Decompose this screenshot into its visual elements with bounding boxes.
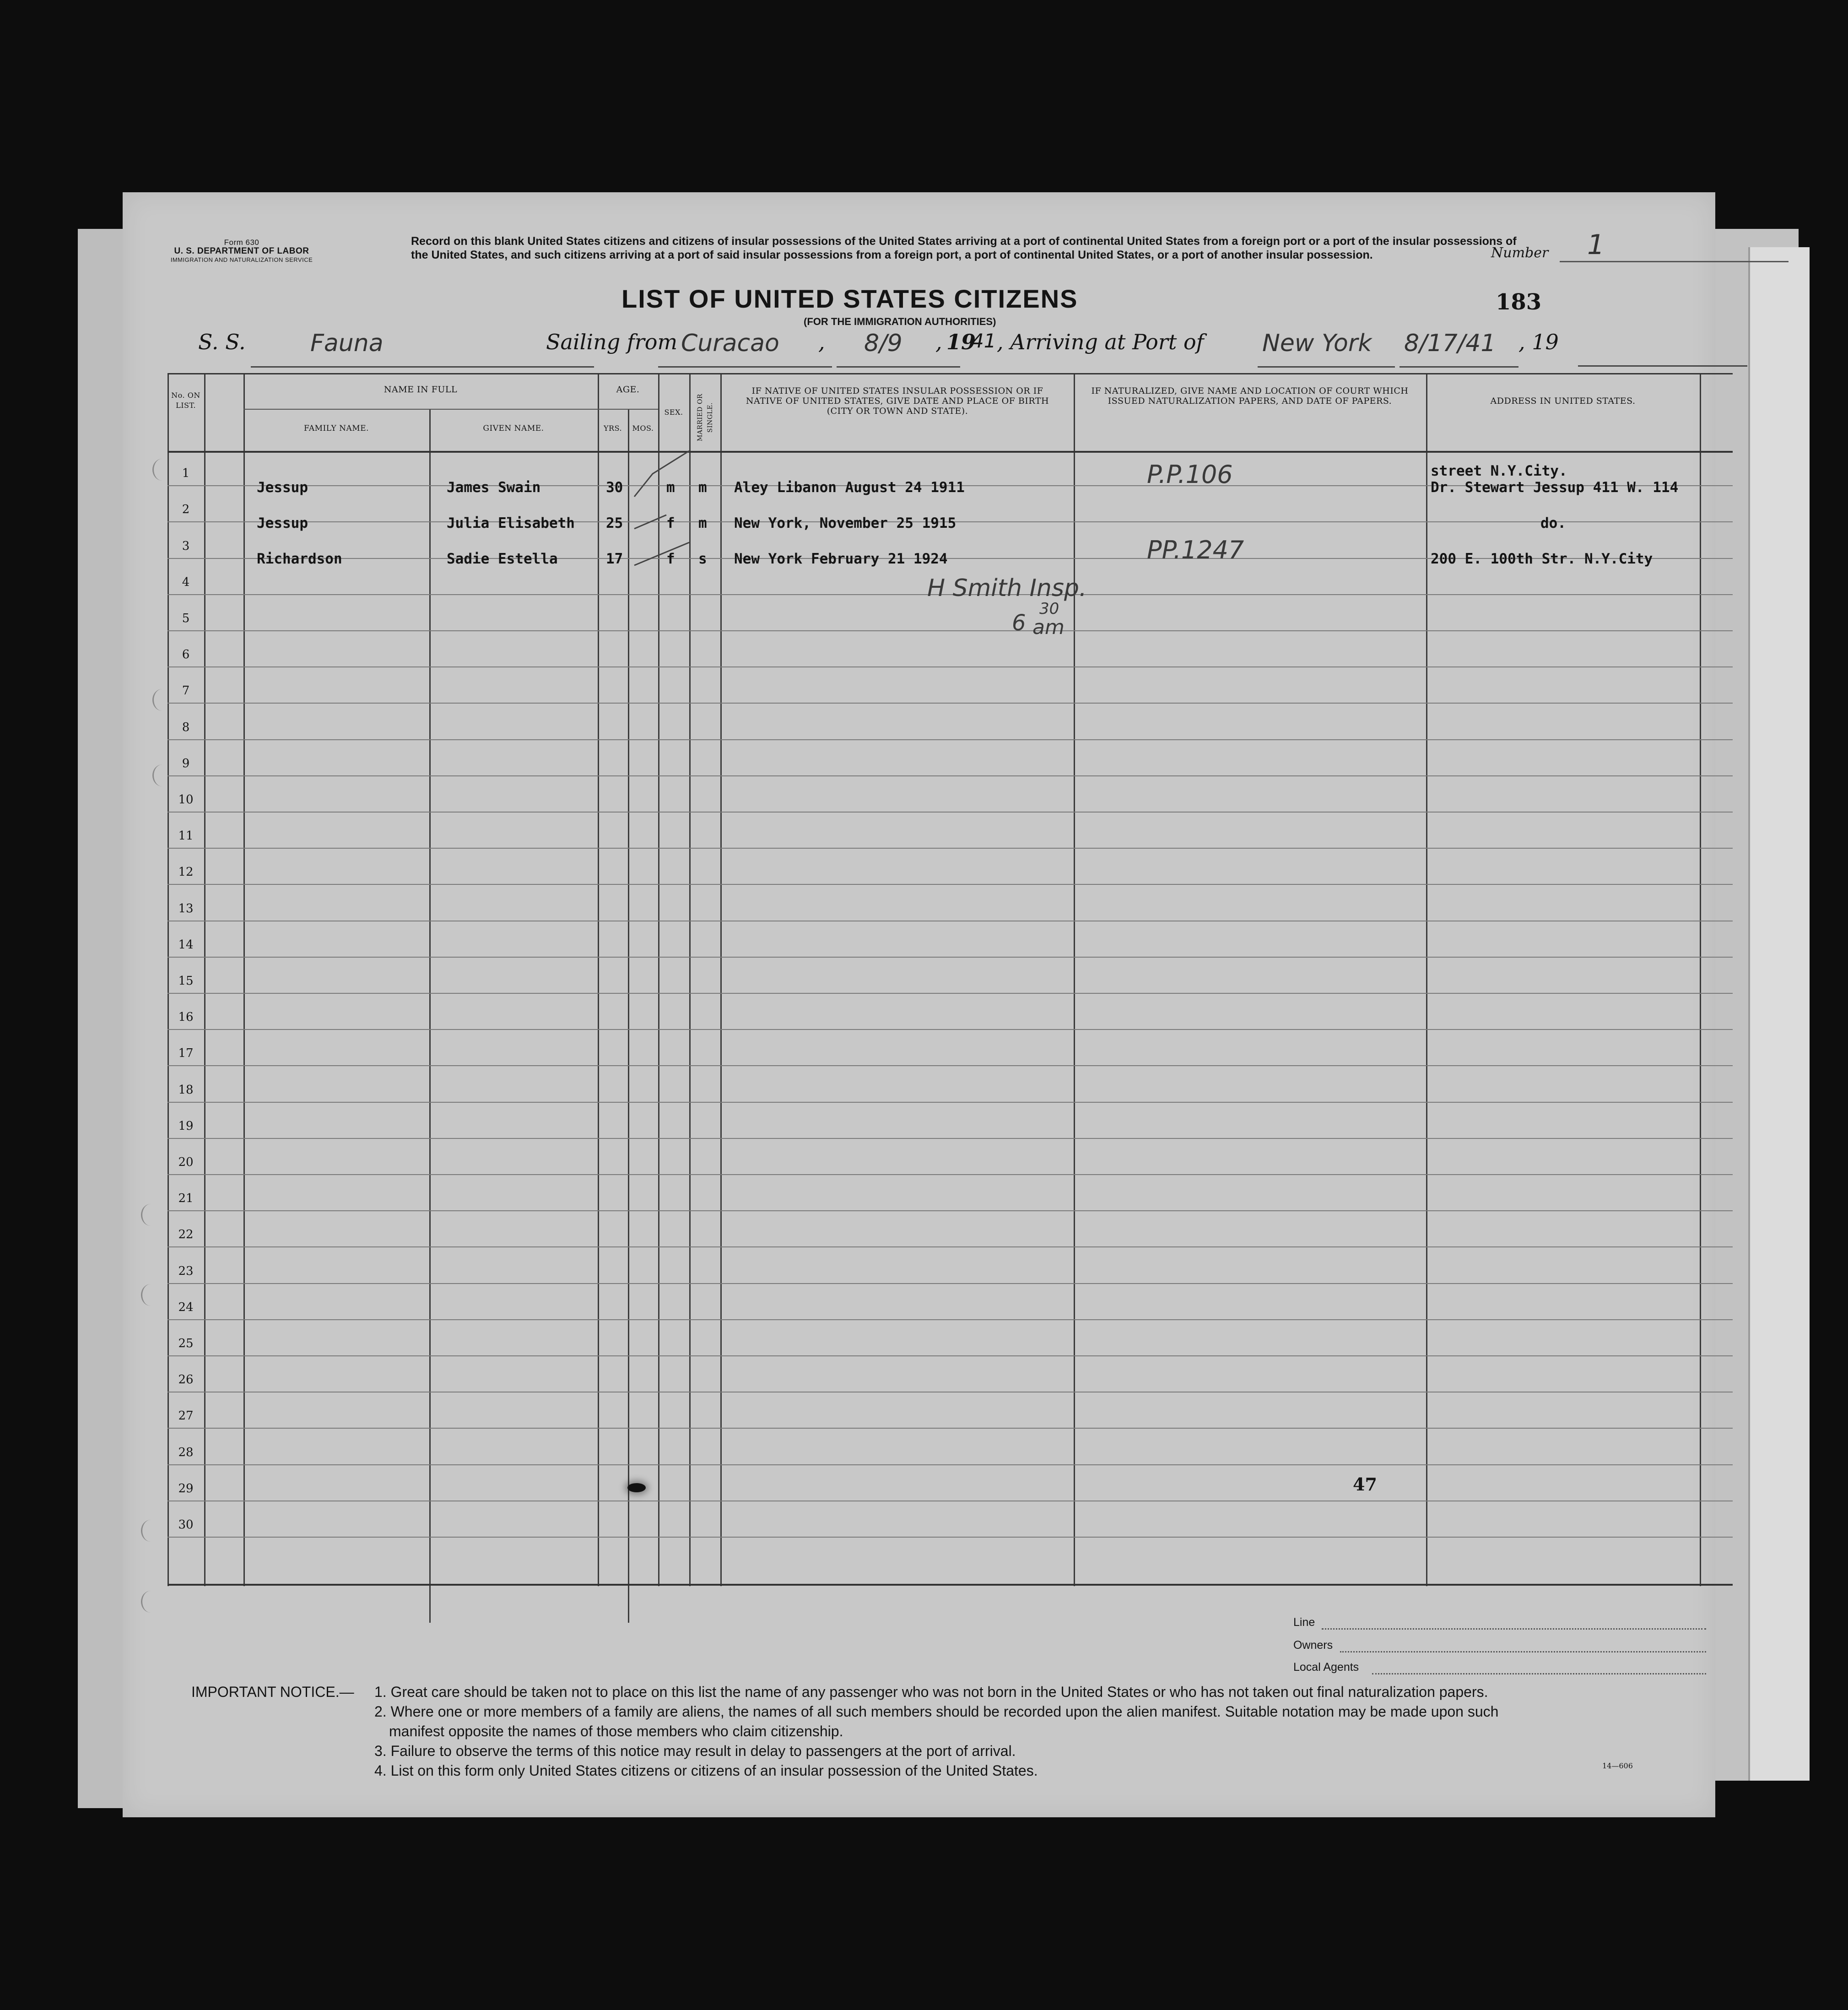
row-rule <box>168 739 1733 740</box>
row-rule <box>168 1174 1733 1175</box>
header-given-name: GIVEN NAME. <box>483 424 544 433</box>
sailing-date: 8/9 <box>837 330 960 368</box>
row-number: 15 <box>178 974 194 988</box>
page-title: LIST OF UNITED STATES CITIZENS <box>621 284 1078 313</box>
row-number: 25 <box>178 1337 194 1350</box>
row-number: 2 <box>182 503 190 517</box>
row-rule <box>168 848 1733 849</box>
inspector-note: H Smith Insp. <box>927 574 1087 602</box>
entry3-family-name: Richardson <box>257 551 342 567</box>
punch-hole <box>152 459 172 481</box>
row-number: 18 <box>178 1083 194 1097</box>
arrival-date: 8/17/41 <box>1400 330 1518 368</box>
entry2-address: do. <box>1540 515 1566 531</box>
row-number: 13 <box>178 901 194 916</box>
header-name-in-full: NAME IN FULL <box>384 385 458 395</box>
row-number: 30 <box>178 1518 194 1532</box>
row-number: 3 <box>182 539 190 553</box>
row-rule <box>168 1319 1733 1320</box>
entry3-given-name: Sadie Estella <box>447 551 558 567</box>
header-family-name: FAMILY NAME. <box>304 424 369 433</box>
row-rule <box>168 1428 1733 1429</box>
row-rule <box>168 1464 1733 1465</box>
entry3-sex: f <box>666 551 675 567</box>
row-rule <box>168 703 1733 704</box>
notice-2: 2. Where one or more members of a family are aliens, the names of all such members should be recorded upon the alien manifest. Suitable notation may be made upon such <box>374 1703 1499 1720</box>
punch-hole <box>141 1284 161 1306</box>
row-rule <box>168 630 1733 631</box>
row-rule <box>168 1537 1733 1538</box>
stamp-number: 47 <box>1353 1474 1377 1495</box>
entry1-marital-status: m <box>698 479 707 496</box>
header-naturalization: IF NATURALIZED, GIVE NAME AND LOCATION OF COURT WHICH ISSUED NATURALIZATION PAPERS, AND DATE OF PAPERS. <box>1091 386 1409 406</box>
punch-hole <box>141 1520 161 1542</box>
row-number: 23 <box>178 1264 194 1278</box>
row-number: 21 <box>178 1192 194 1206</box>
entry1-family-name: Jessup <box>257 479 308 496</box>
underlying-page-edge <box>1748 247 1810 1781</box>
form-instructions: Record on this blank United States citizens and citizens of insular possessions of the United States arriving at a port of continental United States from a foreign port or a port of the insular possessions of the United States, and such citizens arriving at a port of said insular possessions from a foreign port, a port of continental United States, or a port of another insular possession. <box>411 235 1517 261</box>
sailing-label: Sailing from <box>546 330 678 354</box>
row-rule <box>168 884 1733 885</box>
manifest-sheet: Form 630 U. S. DEPARTMENT OF LABOR IMMIGRATION AND NATURALIZATION SERVICE Record on this blank United States citizens and citizens of insular possessions of the United States arriving at a port of continental United States from a foreign port or a port of the insular possessions of the United States, and such citizens arriving at a port of said insular possessions from a foreign port, a port of continental United States, or a port of another insular possession. Number 1 LIST OF UNITED STATES CITIZENS (FOR THE IMMIGRATION AUTHORITIES) 183 S. S. Fauna Sailing from Curacao , 8/9 , 19 41 , Arriving at Port of New York 8/17/41 , 19 No. ON LIST. NAME IN FULL FAMILY NAME. GIVEN NAME. AGE. YRS. MOS. SEX. MARRIED OR SINGLE. IF NATIVE OF UNITED STATES INSULAR POSSESSION OR IF NATIVE OF UNITED STATES, GIVE DATE AND PLACE OF BIRTH (CITY OR TOWN AND STATE). IF NATURALIZED, GIVE NAME AND LOCATION OF COURT WHICH ISSUED NATURALIZATION PAPERS, AND DATE OF PAPERS. ADDRESS IN UNITED STATES. 1 2 3 4 5 6 7 8 9 10 11 12 13 14 15 16 17 18 19 20 21 22 23 24 25 26 27 28 29 30 Jessup James Swain 30 m m Aley Libanon August 24 1911 P.P.106 street N.Y.City. Dr. Stewart Jessup 411 W. 114 Jessup Julia Elisabeth 25 f m New York, November 25 1915 do. Richardson Sadie Estella 17 f s New York February 21 1924 PP.1247 200 E. 100th Str. N.Y.City H Smith Insp. 6 30 am 47 Line Owners Local Agents IMPORTANT NOTICE.— 1. Great care should be taken not to place on this list the name of any passenger who was not born in the United States or who has not taken out final naturalization papers. 2. Where one or more members of a family are aliens, the names of all such members should be recorded upon the alien manifest. Suitable notation may be made upon such manifest opposite the names of those members who claim citizenship. 3. Failure to observe the terms of this notice may result in delay to passengers at the port of arrival. 4. List on this form only United States citizens or citizens of an insular possession of the United States. 14—606 <box>123 192 1715 1817</box>
row-number: 5 <box>182 612 190 625</box>
row-number: 12 <box>178 865 194 879</box>
row-number: 26 <box>178 1373 194 1387</box>
entry3-age: 17 <box>606 551 623 567</box>
notice-3: 3. Failure to observe the terms of this notice may result in delay to passengers at the port of arrival. <box>374 1743 1016 1759</box>
row-number: 6 <box>182 648 190 662</box>
row-number: 20 <box>178 1155 194 1169</box>
row-number: 16 <box>178 1010 194 1024</box>
sailing-from: Curacao <box>658 330 832 368</box>
header-number: No. ON LIST. <box>171 391 200 410</box>
local-agents-label: Local Agents <box>1293 1661 1359 1674</box>
passenger-table <box>168 373 1733 1586</box>
entry3-address: 200 E. 100th Str. N.Y.City <box>1431 551 1653 567</box>
entry3-naturalization: PP.1247 <box>1147 536 1244 564</box>
line-label: Line <box>1293 1616 1315 1629</box>
row-rule <box>168 1102 1733 1103</box>
row-rule <box>168 1065 1733 1066</box>
notice-2-continued: manifest opposite the names of those members who claim citizenship. <box>389 1723 843 1739</box>
row-number: 4 <box>182 575 190 589</box>
row-rule <box>168 957 1733 958</box>
punch-hole <box>152 764 172 786</box>
owners-label: Owners <box>1293 1639 1333 1652</box>
punch-hole <box>141 1204 161 1226</box>
notice-4: 4. List on this form only United States citizens or citizens of an insular possession of the United States. <box>374 1762 1038 1779</box>
header-birth: IF NATIVE OF UNITED STATES INSULAR POSSESSION OR IF NATIVE OF UNITED STATES, GIVE DATE AND PLACE OF BIRTH (CITY OR TOWN AND STATE). <box>746 386 1049 416</box>
row-rule <box>168 775 1733 776</box>
notice-title: IMPORTANT NOTICE.— <box>191 1684 354 1700</box>
row-number: 1 <box>182 466 190 481</box>
row-number: 28 <box>178 1445 194 1459</box>
ship-name: Fauna <box>251 330 594 368</box>
ink-blot <box>627 1483 646 1492</box>
form-identification <box>168 238 315 264</box>
entry3-birth: New York February 21 1924 <box>734 551 948 567</box>
row-number: 10 <box>178 793 194 807</box>
header-address: ADDRESS IN UNITED STATES. <box>1490 396 1636 406</box>
punch-hole <box>141 1591 161 1613</box>
entry3-marital-status: s <box>698 551 707 567</box>
row-rule <box>168 1029 1733 1030</box>
print-code: 14—606 <box>1602 1761 1633 1770</box>
entry2-birth: New York, November 25 1915 <box>734 515 956 531</box>
time-note-minutes: 30 <box>1039 600 1059 618</box>
entry1-address-line2: Dr. Stewart Jessup 411 W. 114 <box>1431 479 1679 496</box>
department-name: U. S. DEPARTMENT OF LABOR <box>174 246 309 256</box>
entry1-address-line1: street N.Y.City. <box>1431 463 1567 479</box>
row-number: 17 <box>178 1046 194 1061</box>
row-rule <box>168 812 1733 813</box>
arriving-label: , Arriving at Port of <box>997 330 1204 354</box>
header-years: YRS. <box>603 424 622 433</box>
arriving-port: New York <box>1258 330 1395 368</box>
entry2-age: 25 <box>606 515 623 531</box>
year-suffix: 41 <box>972 330 996 352</box>
entry1-naturalization: P.P.106 <box>1147 460 1233 489</box>
row-number: 19 <box>178 1119 194 1133</box>
form-number: Form 630 <box>224 238 259 247</box>
header-sex: SEX. <box>664 408 683 417</box>
ss-label: S. S. <box>198 330 246 354</box>
row-number: 27 <box>178 1409 194 1423</box>
row-number: 29 <box>178 1481 194 1495</box>
entry2-family-name: Jessup <box>257 515 308 531</box>
notice-1: 1. Great care should be taken not to place on this list the name of any passenger who was not born in the United States or who has not taken out final naturalization papers. <box>374 1684 1488 1700</box>
row-number: 22 <box>178 1228 194 1242</box>
number-value: 1 <box>1560 229 1789 262</box>
header-marital-status: MARRIED OR SINGLE. <box>697 394 714 441</box>
entry2-marital-status: m <box>698 515 707 531</box>
entry1-birth: Aley Libanon August 24 1911 <box>734 479 965 496</box>
row-number: 14 <box>178 937 194 952</box>
page-number: 183 <box>1496 289 1542 315</box>
entry1-given-name: James Swain <box>447 479 541 496</box>
row-rule <box>168 666 1733 667</box>
time-note-hour: 6 <box>1012 610 1026 636</box>
service-name: IMMIGRATION AND NATURALIZATION SERVICE <box>170 256 313 263</box>
row-number: 11 <box>178 829 194 843</box>
row-rule <box>168 1246 1733 1247</box>
punch-hole <box>152 689 172 711</box>
number-label: Number <box>1491 245 1549 261</box>
header-age: AGE. <box>616 385 640 395</box>
row-rule <box>168 1355 1733 1356</box>
page-subtitle: (FOR THE IMMIGRATION AUTHORITIES) <box>804 316 996 327</box>
entry2-sex: f <box>666 515 675 531</box>
row-number: 24 <box>178 1300 194 1314</box>
row-number: 8 <box>182 720 190 734</box>
year-prefix: 19 <box>946 330 976 354</box>
row-rule <box>168 1138 1733 1139</box>
header-months: MOS. <box>632 424 654 433</box>
time-note-ampm: am <box>1032 616 1064 639</box>
entry1-sex: m <box>666 479 675 496</box>
row-number: 7 <box>182 684 190 698</box>
row-rule <box>168 1210 1733 1211</box>
check-marks <box>625 446 698 574</box>
entry2-given-name: Julia Elisabeth <box>447 515 575 531</box>
row-rule <box>168 1283 1733 1284</box>
year-label: , 19 <box>1518 330 1559 354</box>
row-rule <box>168 993 1733 994</box>
row-number: 9 <box>182 756 190 770</box>
entry1-age: 30 <box>606 479 623 496</box>
